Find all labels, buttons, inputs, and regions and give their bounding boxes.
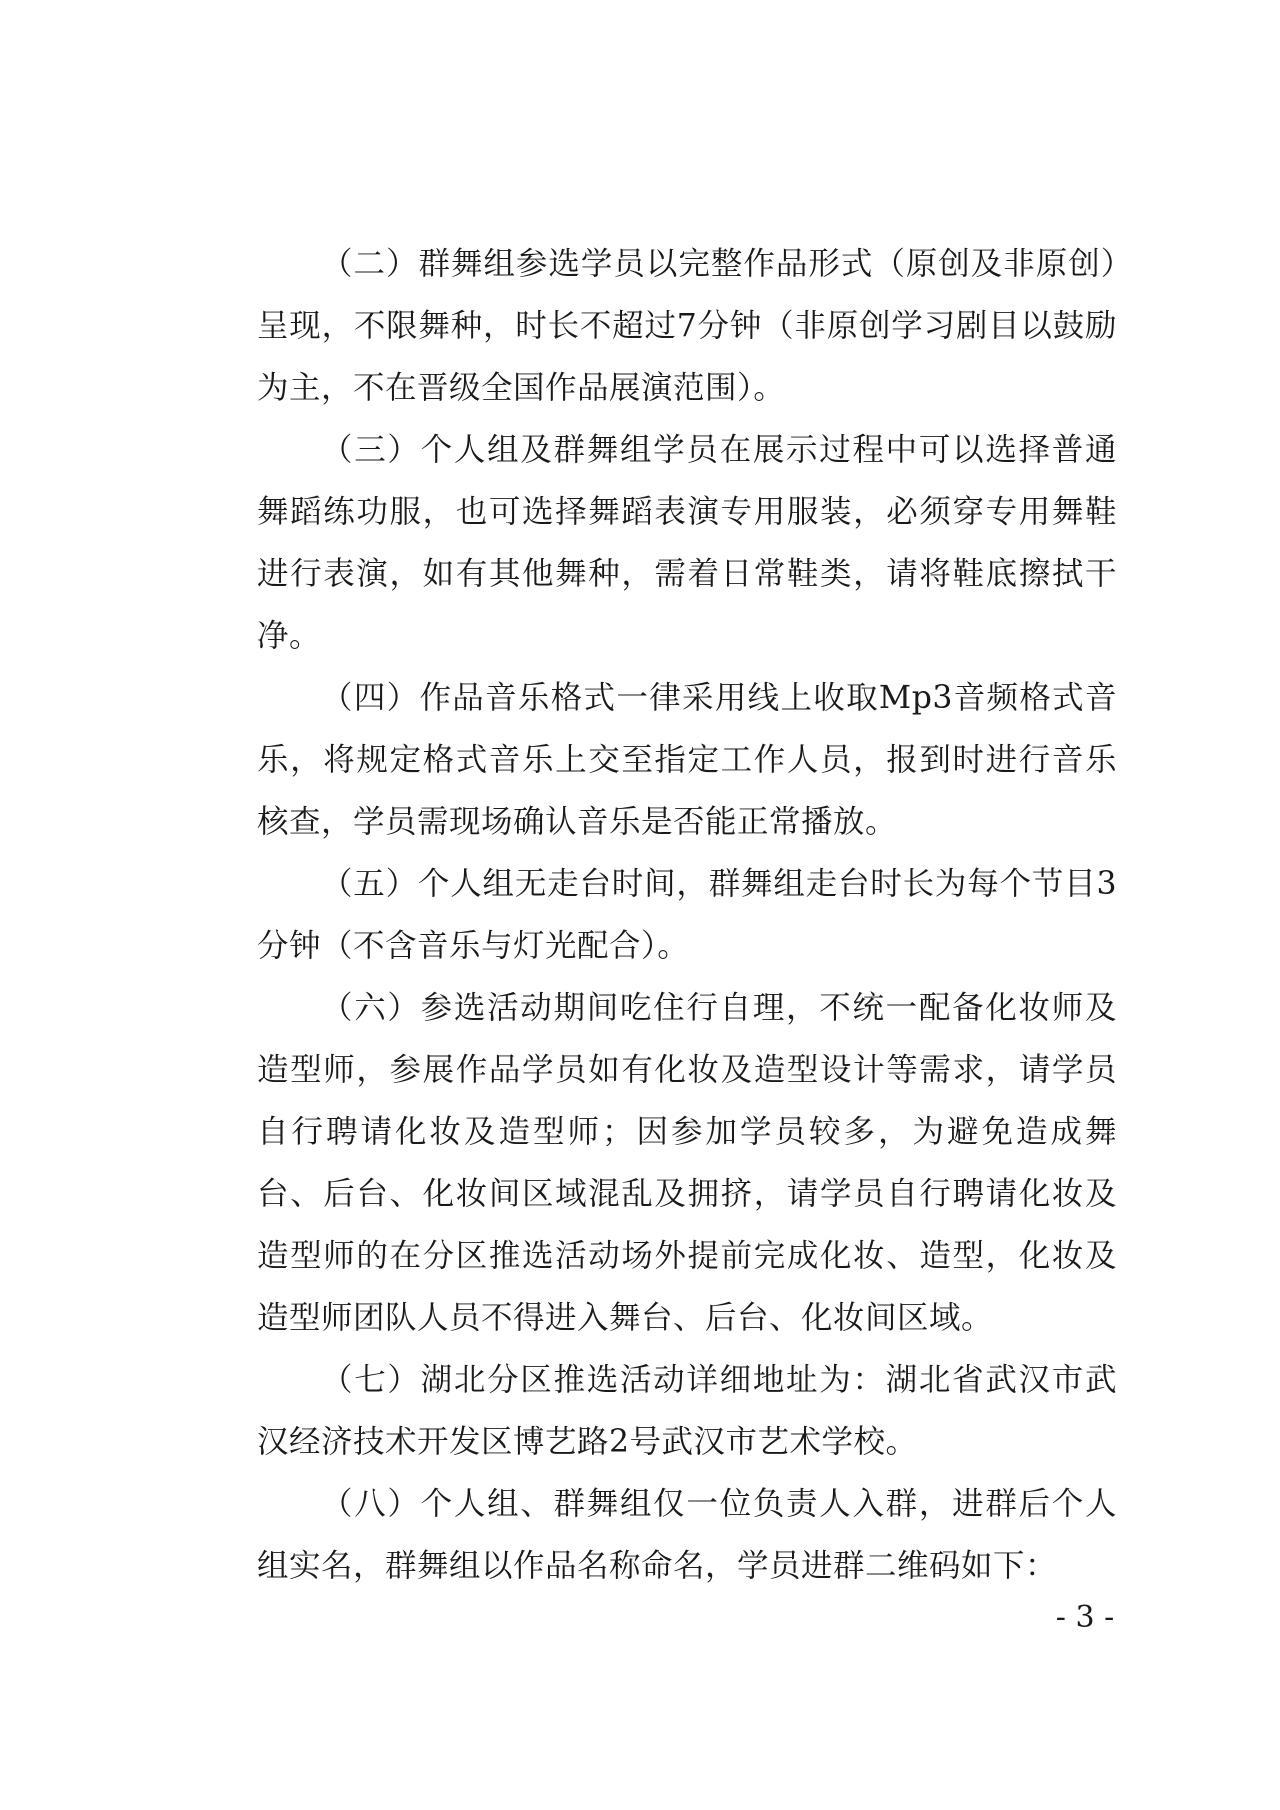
- paragraph-2: （二）群舞组参选学员以完整作品形式（原创及非原创）呈现，不限舞种，时长不超过7分钟（非原创学习剧目以鼓励为主，不在晋级全国作品展演范围）。: [257, 246, 1117, 406]
- paragraph-5: （五）个人组无走台时间，群舞组走台时长为每个节目3分钟（不含音乐与灯光配合）。: [257, 866, 1117, 964]
- paragraph-6: （六）参选活动期间吃住行自理，不统一配备化妆师及造型师，参展作品学员如有化妆及造型设计等需求，请学员自行聘请化妆及造型师；因参加学员较多，为避免造成舞台、后台、化妆间区域混乱及拥挤，请学员自行聘请化妆及造型师的在分区推选活动场外提前完成化妆、造型，化妆及造型师团队人员不得进入舞台、后台、化妆间区域。: [257, 990, 1117, 1336]
- page-number: - 3 -: [1055, 1600, 1115, 1635]
- paragraph-7: （七）湖北分区推选活动详细地址为：湖北省武汉市武汉经济技术开发区博艺路2号武汉市艺术学校。: [257, 1362, 1117, 1460]
- body-text: [257, 233, 1117, 1597]
- paragraph-4: （四）作品音乐格式一律采用线上收取Mp3音频格式音乐，将规定格式音乐上交至指定工作人员，报到时进行音乐核查，学员需现场确认音乐是否能正常播放。: [257, 680, 1117, 840]
- paragraph-8: （八）个人组、群舞组仅一位负责人入群，进群后个人组实名，群舞组以作品名称命名，学员进群二维码如下：: [257, 1486, 1117, 1584]
- paragraph-3: （三）个人组及群舞组学员在展示过程中可以选择普通舞蹈练功服，也可选择舞蹈表演专用服装，必须穿专用舞鞋进行表演，如有其他舞种，需着日常鞋类，请将鞋底擦拭干净。: [257, 432, 1117, 654]
